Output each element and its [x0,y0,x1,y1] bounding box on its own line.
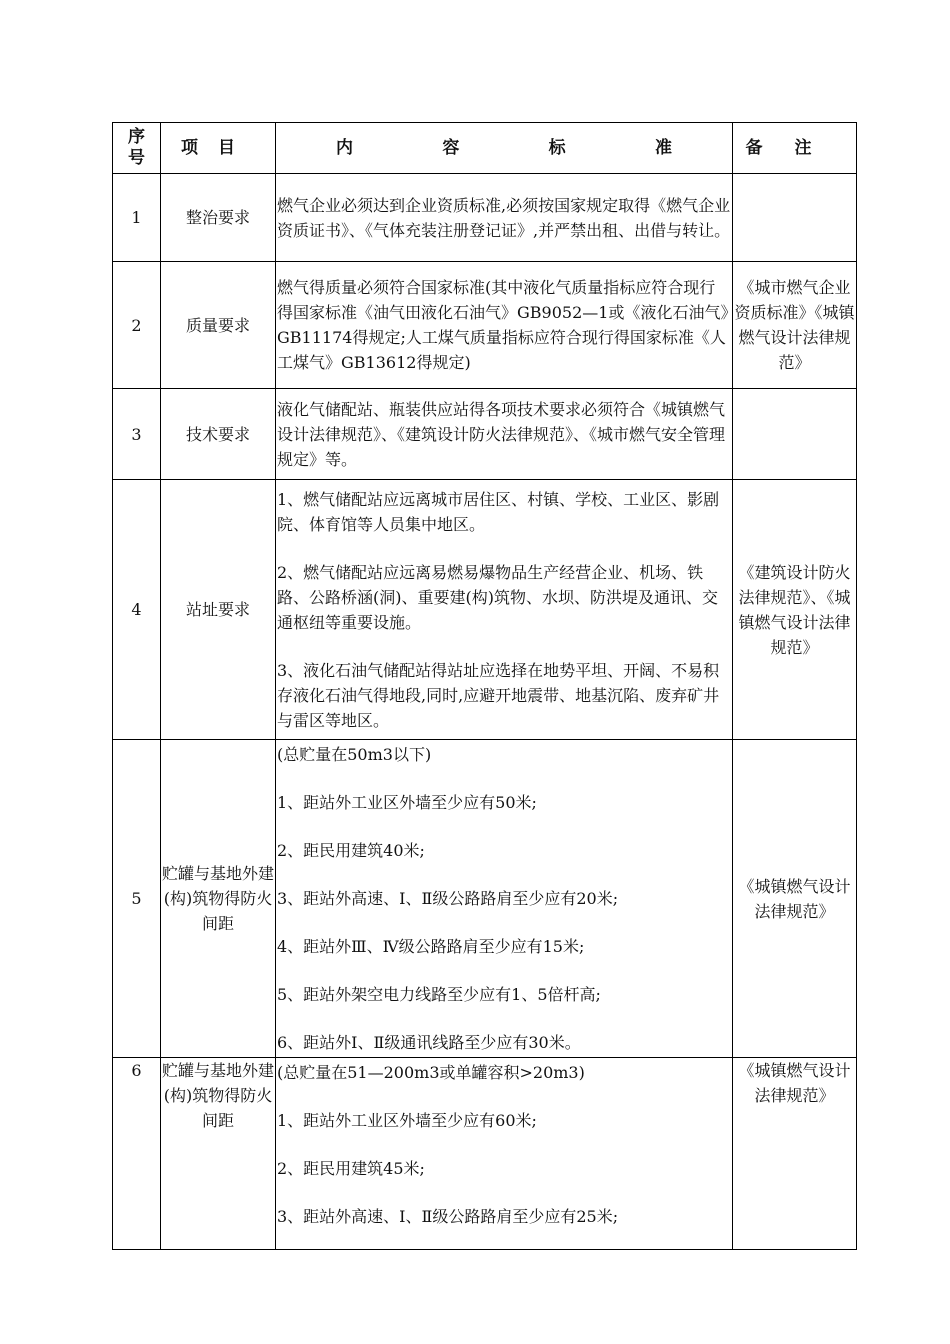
row-content [276,262,733,389]
content-paragraph: 燃气得质量必须符合国家标准(其中液化气质量指标应符合现行得国家标准《油气田液化石油气》GB9052—1或《液化石油气》GB11174得规定;人工煤气质量指标应符合现行得国家标准《人工煤气》GB13612得规定) [277,278,729,372]
content-paragraph: 5、距站外架空电力线路至少应有1、5倍杆高; [277,985,601,1004]
content-paragraph: 1、燃气储配站应远离城市居住区、村镇、学校、工业区、影剧院、体育馆等人员集中地区。 [277,489,720,534]
row-note: 《城市燃气企业资质标准》《城镇燃气设计法律规范》 [733,262,857,389]
content-paragraph: 3、距站外高速、Ⅰ、Ⅱ级公路路肩至少应有20米; [277,889,619,908]
header-row [113,123,857,174]
row-item: 质量要求 [161,262,276,389]
table-row [113,480,857,740]
table-row [113,389,857,480]
table-row [113,174,857,262]
header-content [276,123,733,174]
header-content-char: 标 [548,137,566,158]
header-content-char: 容 [442,137,460,158]
row-note: 《城镇燃气设计法律规范》 [733,1058,857,1250]
content-paragraph: 1、距站外工业区外墙至少应有50米; [277,793,537,812]
table-row [113,740,857,1058]
content-paragraph: 2、燃气储配站应远离易燃易爆物品生产经营企业、机场、铁路、公路桥涵(洞)、重要建(构)筑物、水坝、防洪堤及通讯、交通枢纽等重要设施。 [277,562,718,632]
row-note [733,174,857,262]
row-num: 3 [113,389,161,480]
content-paragraph: 燃气企业必须达到企业资质标准,必须按国家规定取得《燃气企业资质证书》、《气体充装注册登记证》,并严禁出租、出借与转让。 [277,195,731,240]
row-content [276,389,733,480]
row-content [276,480,733,740]
table-row [113,262,857,389]
content-paragraph: 3、液化石油气储配站得站址应选择在地势平坦、开阔、不易积存液化石油气得地段,同时,应避开地震带、地基沉陷、废弃矿井与雷区等地区。 [277,660,720,730]
row-content [276,740,733,1058]
content-paragraph: 2、距民用建筑40米; [277,841,425,860]
row-item: 站址要求 [161,480,276,740]
table-row [113,1058,857,1250]
content-paragraph: (总贮量在51—200m3或单罐容积>20m3) [277,1063,585,1082]
row-content [276,174,733,262]
row-num: 6 [113,1058,161,1250]
content-paragraph: 液化气储配站、瓶装供应站得各项技术要求必须符合《城镇燃气设计法律规范》、《建筑设计防火法律规范》、《城市燃气安全管理规定》等。 [277,399,726,469]
row-num: 5 [113,740,161,1058]
row-item: 整治要求 [161,174,276,262]
header-note: 备注 [733,123,857,174]
header-item: 项目 [161,123,276,174]
content-paragraph: 6、距站外Ⅰ、Ⅱ级通讯线路至少应有30米。 [277,1033,581,1052]
row-item: 贮罐与基地外建(构)筑物得防火间距 [161,740,276,1058]
row-note [733,389,857,480]
content-paragraph: 3、距站外高速、Ⅰ、Ⅱ级公路路肩至少应有25米; [277,1207,619,1226]
row-content [276,1058,733,1250]
header-content-char: 准 [654,137,672,158]
header-content-char: 内 [336,137,353,158]
row-num: 4 [113,480,161,740]
content-paragraph: 1、距站外工业区外墙至少应有60米; [277,1111,537,1130]
content-paragraph: 2、距民用建筑45米; [277,1159,425,1178]
content-paragraph: 4、距站外Ⅲ、Ⅳ级公路路肩至少应有15米; [277,937,585,956]
row-item: 技术要求 [161,389,276,480]
row-num: 1 [113,174,161,262]
row-item: 贮罐与基地外建(构)筑物得防火间距 [161,1058,276,1250]
row-num: 2 [113,262,161,389]
header-num: 序号 [113,123,161,174]
content-paragraph: (总贮量在50m3以下) [277,745,432,764]
standards-table [112,122,857,1250]
row-note: 《城镇燃气设计法律规范》 [733,740,857,1058]
row-note: 《建筑设计防火法律规范》、《城镇燃气设计法律规范》 [733,480,857,740]
